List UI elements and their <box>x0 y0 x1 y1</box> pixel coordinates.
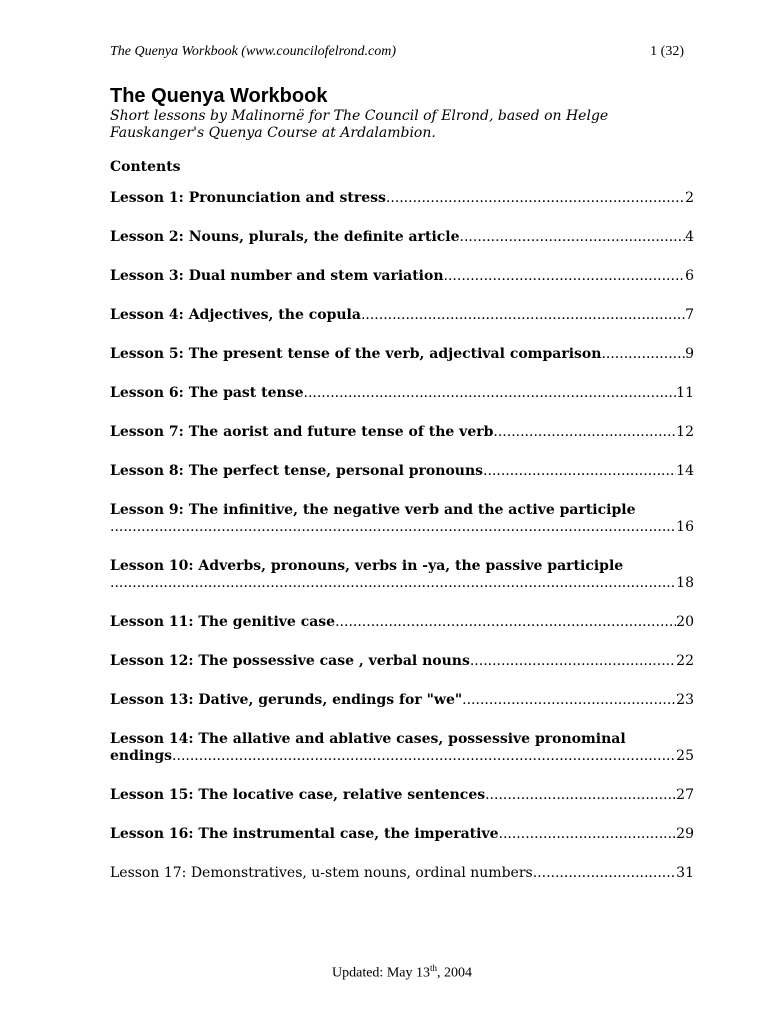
toc-leader-dots <box>493 424 676 441</box>
toc-entry-title: Lesson 6: The past tense <box>110 385 304 401</box>
toc-entry-lesson-5[interactable] <box>110 346 694 363</box>
toc-leader-dots <box>533 865 676 882</box>
toc-page-number: 27 <box>676 787 694 803</box>
document-subtitle <box>110 108 690 142</box>
toc-page-number: 20 <box>676 614 694 630</box>
toc-entry-title: Lesson 5: The present tense of the verb, adjectival comparison <box>110 346 602 362</box>
footer-date-ordinal: th <box>429 963 437 973</box>
toc-entry-title: Lesson 13: Dative, gerunds, endings for "we" <box>110 692 463 708</box>
toc-leader-dots <box>485 787 676 804</box>
toc-entry-lesson-15[interactable] <box>110 787 694 804</box>
toc-entry-lesson-3[interactable] <box>110 268 694 285</box>
toc-leader-dots <box>335 614 676 631</box>
toc-leader-dots <box>172 748 676 765</box>
toc-entry-title-continued: endings <box>110 748 173 764</box>
running-header <box>110 44 684 60</box>
toc-entry-lesson-14[interactable] <box>110 731 694 765</box>
toc-entry-continuation <box>110 575 694 592</box>
contents-heading: Contents <box>110 159 181 175</box>
toc-leader-dots <box>110 519 676 536</box>
toc-page-number: 6 <box>685 268 694 284</box>
toc-leader-dots <box>470 653 676 670</box>
toc-entry-lesson-4[interactable] <box>110 307 694 324</box>
toc-page-number: 16 <box>676 519 694 535</box>
toc-page-number: 25 <box>676 748 694 764</box>
toc-page-number: 22 <box>676 653 694 669</box>
toc-entry-title: Lesson 3: Dual number and stem variation <box>110 268 444 284</box>
toc-leader-dots <box>386 190 685 207</box>
toc-entry-title: Lesson 2: Nouns, plurals, the definite article <box>110 229 460 245</box>
toc-entry-title: Lesson 7: The aorist and future tense of the verb <box>110 424 494 440</box>
subtitle-line-1: Short lessons by Malinornë for The Council of Elrond, based on Helge <box>110 108 609 124</box>
toc-page-number: 2 <box>685 190 694 206</box>
toc-entry-title: Lesson 9: The infinitive, the negative verb and the active participle <box>110 502 636 518</box>
toc-entry-lesson-13[interactable] <box>110 692 694 709</box>
toc-leader-dots <box>483 463 676 480</box>
subtitle-line-2: Fauskanger's Quenya Course at Ardalambion. <box>110 125 436 141</box>
toc-page-number: 18 <box>676 575 694 591</box>
updated-date-footer <box>0 963 768 982</box>
toc-entry-title: Lesson 8: The perfect tense, personal pronouns <box>110 463 484 479</box>
toc-entry-continuation <box>110 748 694 765</box>
header-title: The Quenya Workbook (www.councilofelrond.com) <box>110 44 397 59</box>
toc-leader-dots <box>499 826 677 843</box>
footer-date-prefix: Updated: May 13 <box>332 965 430 981</box>
toc-page-number: 29 <box>676 826 694 842</box>
toc-entry-lesson-6[interactable] <box>110 385 694 402</box>
toc-entry-lesson-2[interactable] <box>110 229 694 246</box>
toc-page-number: 4 <box>685 229 694 245</box>
toc-entry-title: Lesson 11: The genitive case <box>110 614 336 630</box>
toc-entry-title: Lesson 1: Pronunciation and stress <box>110 190 386 206</box>
toc-entry-continuation <box>110 519 694 536</box>
toc-entry-title: Lesson 4: Adjectives, the copula <box>110 307 361 323</box>
toc-entry-title: Lesson 16: The instrumental case, the imperative <box>110 826 499 842</box>
toc-entry-lesson-12[interactable] <box>110 653 694 670</box>
toc-entry-lesson-9[interactable] <box>110 502 694 536</box>
toc-leader-dots <box>110 575 676 592</box>
header-page-number: 1 (32) <box>650 44 684 59</box>
toc-entry-title: Lesson 14: The allative and ablative cases, possessive pronominal <box>110 731 626 747</box>
toc-page-number: 11 <box>676 385 694 401</box>
footer-date-suffix: , 2004 <box>437 965 472 981</box>
toc-leader-dots <box>460 229 686 246</box>
toc-entry-lesson-8[interactable] <box>110 463 694 480</box>
toc-entry-lesson-11[interactable] <box>110 614 694 631</box>
toc-page-number: 23 <box>676 692 694 708</box>
toc-page-number: 9 <box>685 346 694 362</box>
document-title: The Quenya Workbook <box>110 85 328 107</box>
toc-page-number: 12 <box>676 424 694 440</box>
toc-entry-lesson-16[interactable] <box>110 826 694 843</box>
toc-leader-dots <box>361 307 685 324</box>
toc-entry-lesson-1[interactable] <box>110 190 694 207</box>
table-of-contents <box>110 190 694 904</box>
toc-entry-title: Lesson 17: Demonstratives, u-stem nouns, ordinal numbers <box>110 865 533 881</box>
toc-page-number: 7 <box>685 307 694 323</box>
toc-leader-dots <box>462 692 676 709</box>
toc-entry-title: Lesson 12: The possessive case , verbal nouns <box>110 653 470 669</box>
toc-page-number: 31 <box>676 865 694 881</box>
toc-page-number: 14 <box>676 463 694 479</box>
toc-entry-lesson-17[interactable] <box>110 865 694 882</box>
toc-leader-dots <box>444 268 686 285</box>
toc-entry-title: Lesson 10: Adverbs, pronouns, verbs in -ya, the passive participle <box>110 558 624 574</box>
toc-leader-dots <box>601 346 685 363</box>
toc-entry-lesson-7[interactable] <box>110 424 694 441</box>
toc-leader-dots <box>304 385 677 402</box>
toc-entry-title: Lesson 15: The locative case, relative sentences <box>110 787 486 803</box>
toc-entry-lesson-10[interactable] <box>110 558 694 592</box>
